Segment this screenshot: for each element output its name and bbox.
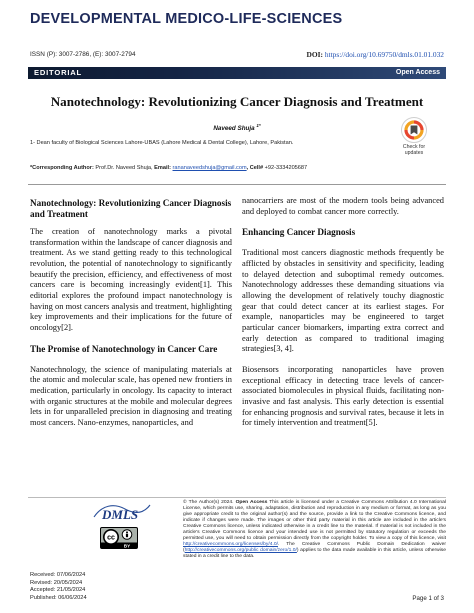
received-date: Received: 07/06/2024 bbox=[30, 572, 86, 578]
right-column bbox=[242, 196, 444, 429]
cc-by-license-icon bbox=[100, 527, 138, 549]
revised-date: Revised: 20/05/2024 bbox=[30, 579, 83, 586]
footer-divider bbox=[28, 497, 446, 498]
author-superscript: 1* bbox=[256, 123, 261, 128]
doi-line bbox=[307, 50, 444, 59]
section-heading-intro: Nanotechnology: Revolutionizing Cancer Diagnosis and Treatment bbox=[30, 198, 232, 219]
journal-title: DEVELOPMENTAL MEDICO-LIFE-SCIENCES bbox=[30, 11, 343, 27]
article-dates bbox=[30, 572, 87, 602]
page-number: Page 1 of 3 bbox=[412, 595, 444, 602]
open-access-label: Open Access bbox=[395, 68, 440, 76]
header-divider bbox=[28, 184, 446, 185]
journal-logo bbox=[92, 500, 152, 522]
paper-title: Nanotechnology: Revolutionizing Cancer Diagnosis and Treatment bbox=[50, 94, 424, 109]
email-label: Email: bbox=[154, 165, 171, 171]
email-link[interactable]: rananaveedshuja@gmail.com bbox=[172, 165, 247, 171]
issn-line: ISSN (P): 3007-2786, (E): 3007-2794 bbox=[30, 51, 136, 58]
svg-text:DMLS: DMLS bbox=[102, 507, 139, 522]
affiliation: 1- Dean faculty of Biological Sciences Lahore-UBAS (Lahore Medical & Dental College), Lahore, Pakistan. bbox=[30, 140, 294, 146]
doi-label: DOI: bbox=[306, 50, 323, 59]
section-label: EDITORIAL bbox=[34, 68, 82, 77]
cc-license-link[interactable]: http://creativecommons.org/licenses/by/4.0/ bbox=[183, 542, 278, 548]
check-for-updates-badge[interactable] bbox=[397, 117, 431, 156]
paragraph: Nanotechnology, the science of manipulating materials at the atomic and molecular scale, has opened new frontiers in medication, particularly in oncology. Its capacity to interact with organic structures at the mobile and molecular degrees lets in for unparalleled precision in diagnosing and treating most cancers. Nano-enzymes, nanoparticles, and bbox=[30, 364, 232, 427]
corr-label: *Corresponding Author: bbox=[30, 165, 94, 171]
section-heading-promise: The Promise of Nanotechnology in Cancer Care bbox=[30, 343, 218, 354]
corresponding-author bbox=[30, 165, 307, 171]
corr-name: Prof.Dr. Naveed Shuja, bbox=[95, 165, 153, 171]
svg-text:cc: cc bbox=[107, 534, 115, 542]
paragraph: nanocarriers are most of the modern tools being advanced and deployed to combat cancer more correctly. bbox=[242, 196, 444, 216]
doi-link[interactable]: https://doi.org/10.69750/dmls.01.01.032 bbox=[324, 50, 444, 59]
license-text: © The Author(s) 2024. Open Access This article is licensed under a Creative Commons Attribution 4.0 International License, which permits use, sharing, adaptation, distribution and reproduction in any medium or format, as long as you give appropriate credit to the original author(s) and the source, provide a link to the Creative Commons licence, and indicate if changes were made. The images or other third party material in this article are included in the article's Creative Commons licence, unless indicated otherwise in a credit line to the material. If material is not included in the article's Creative Commons licence and your intended use is not permitted by statutory regulation or exceeds the permitted use, you will need to obtain permission directly from the copyright holder. To view a copy of this licence, visit http://creativecommons.org/licenses/by/4.0/. The Creative Commons Public Domain Dedication waiver (http://creativecommons.org/public domain/zero/1.0/) applies to the data made available in this article, unless otherwise stated in a credit line to the data. bbox=[183, 500, 446, 560]
author-name: Naveed Shuja bbox=[213, 125, 255, 133]
check-updates-icon bbox=[401, 117, 427, 143]
cc-zero-link[interactable]: http://creativecommons.org/public domain/zero/1.0/ bbox=[184, 548, 297, 554]
svg-text:BY: BY bbox=[123, 543, 131, 549]
cell-label: , Cell# bbox=[246, 165, 264, 171]
cell-number: +92-3334205687 bbox=[264, 165, 308, 171]
section-heading-diagnosis: Enhancing Cancer Diagnosis bbox=[242, 227, 356, 238]
paragraph: Biosensors incorporating nanoparticles have proven exceptional efficacy in detecting trace levels of cancer-associated biomolecules in physical fluids, facilitating non-invasive and fast analysis. This early detection is essential for enhancing prognosis and survival rates, because it lets in for timely intervention and treatment[5]. bbox=[242, 364, 444, 428]
check-updates-label: Check for updates bbox=[402, 144, 426, 156]
paragraph: Traditional most cancers diagnostic methods frequently be afflicted by obstacles in sensitivity and specificity, leading to delayed detection and suboptimal remedy outcomes. Nanotechnology addresses these demanding situations via allowing the development of relatively touchy diagnostic gear that could detect cancer at its earliest stages. For example, nanoparticles may be engineered to target particular cancer biomarkers, imparting extra correct and early detection as compared to traditional imaging strategies[3, 4]. bbox=[242, 248, 444, 354]
paragraph: The creation of nanotechnology marks a pivotal transformation within the landscape of cancer diagnosis and treatment. As we stand getting ready to this technological revolution, the potential of nanotechnology to significantly beautify the precision, efficiency, and effectiveness of most cancers care is becoming increasingly evident[1]. This editorial explores the profound impact nanotechnology is having on most cancers analysis and treatment, highlighting key improvements and their implications for the future of oncology[2]. bbox=[30, 227, 232, 332]
accepted-date: Accepted: 21/05/2024 bbox=[30, 587, 86, 593]
published-date: Published: 06/06/2024 bbox=[30, 594, 87, 601]
left-column bbox=[30, 198, 232, 429]
section-banner bbox=[28, 67, 446, 79]
